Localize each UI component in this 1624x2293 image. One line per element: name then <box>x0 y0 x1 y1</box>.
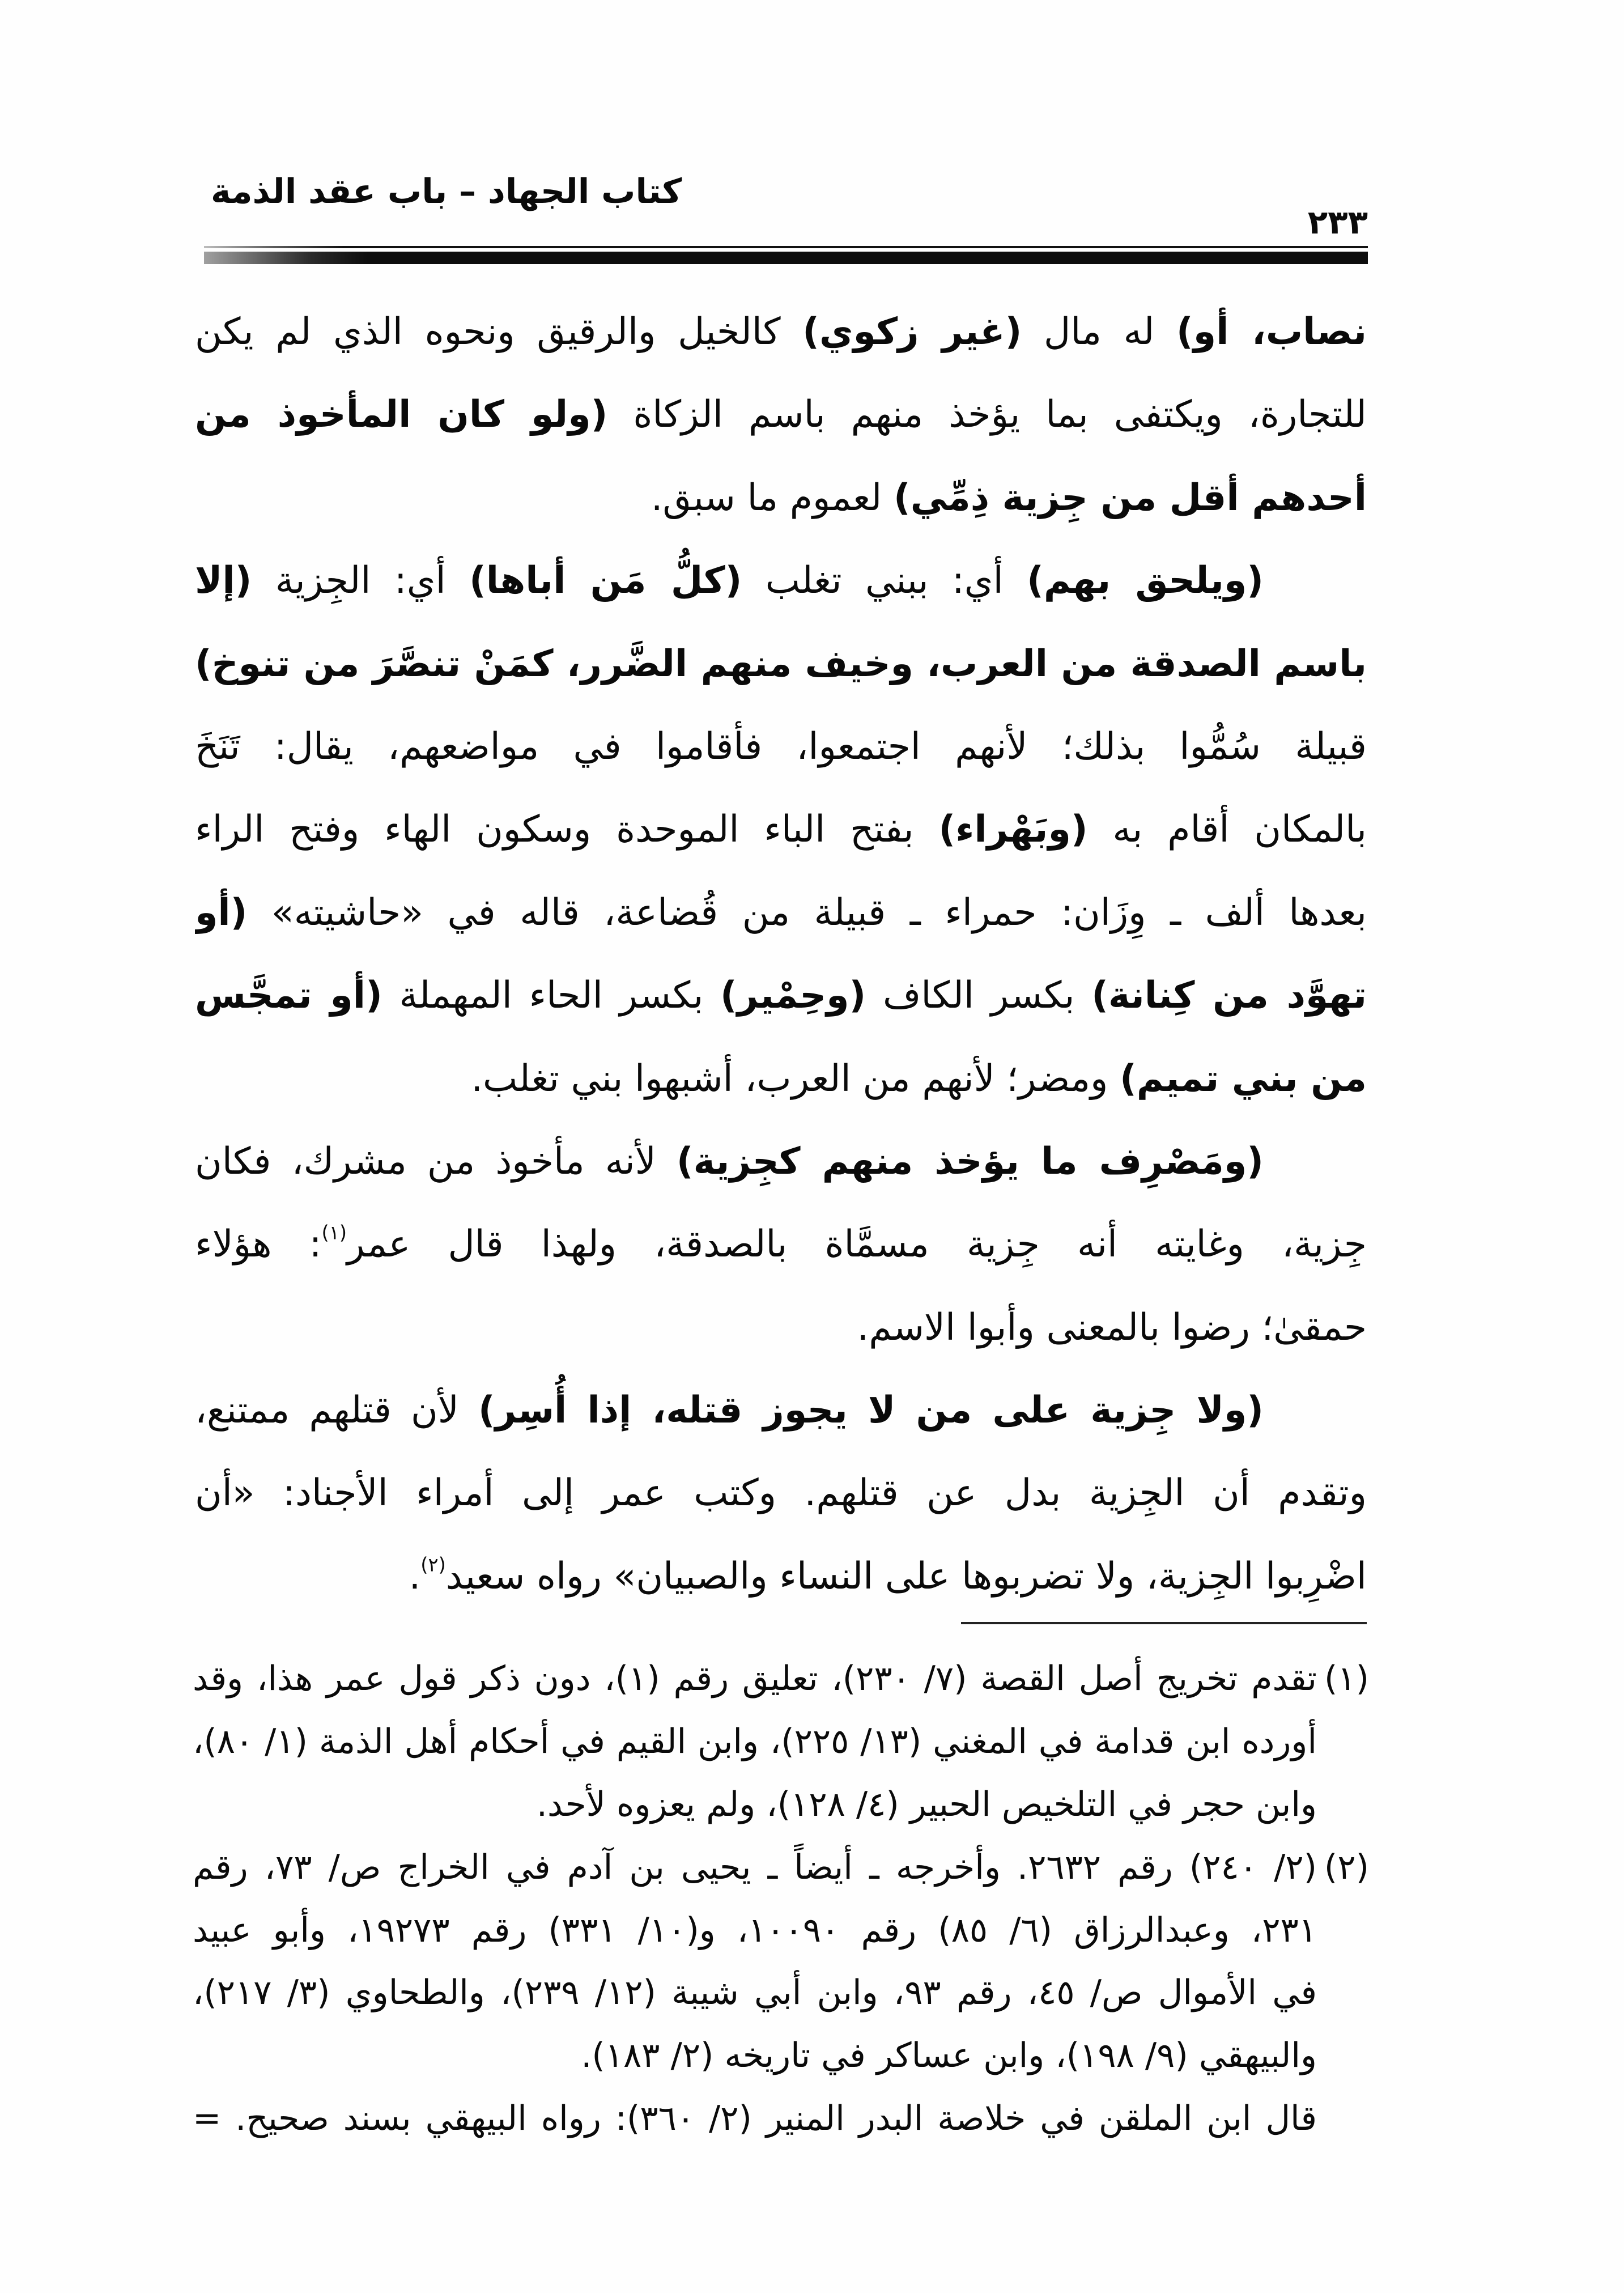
commentary-text: ومضر؛ لأنهم من العرب، أشبهوا بني تغلب. <box>471 1057 1120 1100</box>
matn-text: (كلُّ مَن أباها) <box>469 559 742 602</box>
matn-text: (ولا جِزية على من لا يجوز قتله، إذا أُسِر) <box>478 1389 1264 1432</box>
commentary-text: بكسر الكاف <box>866 974 1092 1017</box>
commentary-text: كالخيل والرقيق ونحوه الذي لم يكن <box>195 311 803 353</box>
commentary-text: لعموم ما سبق. <box>651 476 894 519</box>
text-line <box>195 623 1367 706</box>
commentary-text: لأن قتلهم ممتنع، <box>195 1389 478 1432</box>
matn-text: من بني تميم) <box>1120 1057 1367 1100</box>
text-line <box>195 373 1367 456</box>
footnote-separator <box>961 1622 1367 1624</box>
running-title: كتاب الجهاد – باب عقد الذمة <box>211 172 682 211</box>
commentary-text: أي: ببني تغلب <box>742 559 1027 602</box>
footnote-ref: (٢) <box>420 1553 446 1576</box>
footnote-line <box>193 1961 1369 2024</box>
commentary-text: للتجارة، ويكتفى بما يؤخذ منهم باسم الزكاة <box>607 393 1367 436</box>
matn-text: (ويلحق بهم) <box>1027 559 1264 602</box>
header-rule <box>204 246 1368 266</box>
footnote-line <box>193 1899 1369 1962</box>
text-line <box>195 1203 1367 1286</box>
commentary-text: له مال <box>1022 311 1177 353</box>
text-line-paragraph-start <box>195 1120 1367 1203</box>
footnote-marker: (١) <box>1324 1659 1369 1698</box>
commentary-text: اضْرِبوا الجِزية، ولا تضربوها على النساء والصبيان» رواه سعيد <box>445 1555 1367 1598</box>
matn-text: (أو <box>195 891 248 934</box>
matn-text: (وبَهْراء) <box>938 808 1088 851</box>
footnote-text: في الأموال ص/ ٤٥، رقم ٩٣، وابن أبي شيبة (١٢/ ٢٣٩)، والطحاوي (٣/ ٢١٧)، <box>193 1973 1317 2013</box>
text-line-paragraph-end <box>195 457 1367 540</box>
matn-text: تهوَّد من كِنانة) <box>1091 974 1367 1017</box>
commentary-text: قبيلة سُمُّوا بذلك؛ لأنهم اجتمعوا، فأقاموا في مواضعهم، يقال: تَنَخَ <box>195 725 1367 768</box>
commentary-text: بكسر الحاء المهملة <box>382 974 721 1017</box>
matn-text: باسم الصدقة من العرب، وخيف منهم الضَّرر، كمَنْ تنصَّرَ من تنوخ) <box>195 642 1367 685</box>
footnotes <box>193 1647 1369 2150</box>
footnote-marker: (٢) <box>1324 1847 1369 1887</box>
footnote-text: وابن حجر في التلخيص الحبير (٤/ ١٢٨)، ولم يعزوه لأحد. <box>536 1784 1317 1824</box>
matn-text: أحدهم أقل من جِزية ذِمِّي) <box>893 476 1367 519</box>
matn-text: (إلا <box>195 559 252 602</box>
footnote-text: تقدم تخريج أصل القصة (٧/ ٢٣٠)، تعليق رقم (١)، دون ذكر قول عمر هذا، وقد <box>193 1659 1317 1698</box>
footnote-line <box>193 1836 1369 1899</box>
footnote-text: (٢/ ٢٤٠) رقم ٢٦٣٢. وأخرجه ـ أيضاً ـ يحيى بن آدم في الخراج ص/ ٧٣، رقم <box>193 1847 1317 1887</box>
footnote-text: أورده ابن قدامة في المغني (١٣/ ٢٢٥)، وابن القيم في أحكام أهل الذمة (١/ ٨٠)، <box>193 1721 1317 1761</box>
text-line <box>195 954 1367 1037</box>
commentary-text: حمقىٰ؛ رضوا بالمعنى وأبوا الاسم. <box>857 1306 1367 1349</box>
text-line <box>195 291 1367 373</box>
text-line-paragraph-start <box>195 1369 1367 1452</box>
matn-text: (غير زكوي) <box>802 311 1022 353</box>
main-text <box>195 291 1367 1618</box>
commentary-text: . <box>409 1555 421 1598</box>
matn-text: (أو تمجَّس <box>195 974 382 1017</box>
footnote-line <box>193 2087 1369 2150</box>
text-line-paragraph-end <box>195 1038 1367 1120</box>
text-line-paragraph-start <box>195 540 1367 622</box>
commentary-text: جِزية، وغايته أنه جِزية مسمَّاة بالصدقة، ولهذا قال عمر <box>347 1223 1367 1266</box>
commentary-text: بفتح الباء الموحدة وسكون الهاء وفتح الراء <box>195 808 939 851</box>
footnote-line <box>193 1647 1369 1710</box>
text-line-paragraph-end <box>195 1535 1367 1618</box>
matn-text: نصاب، أو) <box>1176 311 1367 353</box>
text-line <box>195 788 1367 871</box>
commentary-text: أي: الجِزية <box>252 559 470 602</box>
page-number: ٢٣٣ <box>1307 203 1368 241</box>
matn-text: (وحِمْير) <box>720 974 866 1017</box>
text-line <box>195 706 1367 788</box>
footnote-text: والبيهقي (٩/ ١٩٨)، وابن عساكر في تاريخه (٢/ ١٨٣). <box>581 2036 1317 2076</box>
text-line <box>195 1452 1367 1535</box>
footnote-text: ٢٣١، وعبدالرزاق (٦/ ٨٥) رقم ١٠٠٩٠، و(١٠/ ٣٣١) رقم ١٩٢٧٣، وأبو عبيد <box>193 1910 1317 1950</box>
footnote-line <box>193 1710 1369 1773</box>
text-line-paragraph-end <box>195 1286 1367 1369</box>
commentary-text: لأنه مأخوذ من مشرك، فكان <box>195 1140 677 1183</box>
header-rule-thin-line <box>204 246 1368 248</box>
header-rule-thick-bar <box>204 252 1368 264</box>
text-line <box>195 872 1367 954</box>
footnote-line <box>193 1773 1369 1836</box>
commentary-text: بالمكان أقام به <box>1087 808 1367 851</box>
matn-text: (ومَصْرِف ما يؤخذ منهم كجِزية) <box>676 1140 1264 1183</box>
commentary-text: : هؤلاء <box>195 1223 322 1266</box>
footnote-text: قال ابن الملقن في خلاصة البدر المنير (٢/ ٣٦٠): رواه البيهقي بسند صحيح. = <box>193 2099 1317 2139</box>
footnote-line <box>193 2024 1369 2087</box>
footnote-ref: (١) <box>321 1221 347 1244</box>
commentary-text: بعدها ألف ـ وِزَان: حمراء ـ قبيلة من قُضاعة، قاله في «حاشيته» <box>247 891 1367 934</box>
commentary-text: وتقدم أن الجِزية بدل عن قتلهم. وكتب عمر إلى أمراء الأجناد: «أن <box>195 1472 1367 1515</box>
matn-text: (ولو كان المأخوذ من <box>195 393 608 436</box>
